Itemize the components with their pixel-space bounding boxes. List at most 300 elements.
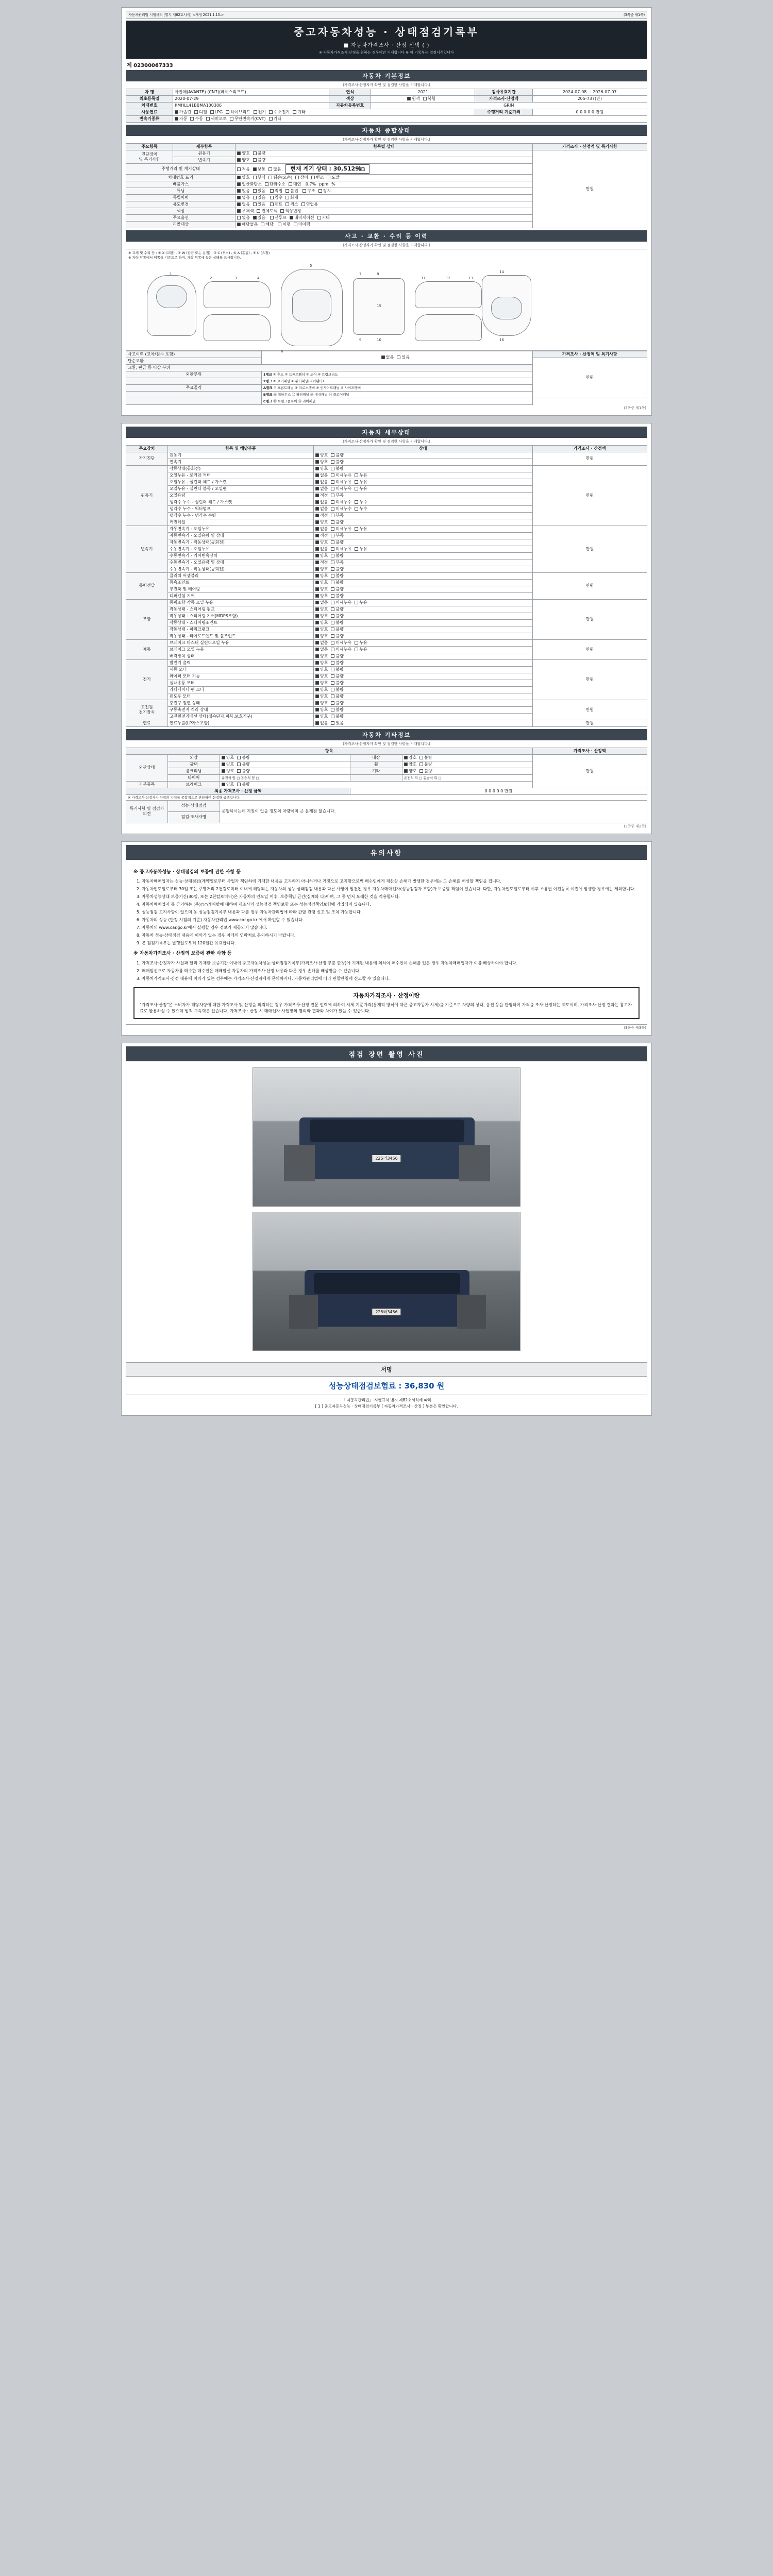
overall-item-0: 원동기	[173, 150, 235, 157]
overall-cat-0: 진단장치 및 특기사항	[126, 150, 173, 164]
overall-state-1: 양호 불량	[236, 157, 532, 164]
detail-table	[126, 445, 647, 727]
detail-item-1-2: 오일누유 - 실린더 헤드 / 가스켓	[167, 479, 313, 485]
inspection-photo-rear	[253, 1212, 520, 1351]
frame-row-2-parts: ⑦ 프론트패널 ⑧ 크로스멤버 ⑨ 인사이드패널 ⑩ 사이드멤버	[273, 385, 361, 390]
basic-info-table	[126, 89, 647, 123]
overall-row-tuning-value: 없음 있음 적법 불법 구조 장치	[236, 188, 532, 194]
list-item: 1. 자동차매매업자는 성능·상태점검(계약일로부터 사업자 책임하에 기재한 내용을 고지하지 아니하거나 거짓으로 고지함으로써 매수인에게 재산상 손해가 발생한 경우에는 그 손해를 배상할 책임을 집니다.	[142, 878, 640, 885]
detail-state-2-3[interactable]: 없음 미세누유 누유	[313, 546, 532, 552]
frame-row-1-rank: 2랭크	[263, 379, 272, 383]
detail-state-0-0[interactable]: 양호 불량	[313, 452, 532, 459]
etc-cat-basic: 기본품목	[126, 781, 168, 788]
detail-state-1-7[interactable]: 적정 부족	[313, 512, 532, 519]
detail-col-4: 가격조사 · 산정액	[532, 445, 647, 452]
etc-value-tire-front: 운전석 앞 □ 동승석 앞 □	[220, 774, 350, 781]
overall-row-mileage-label: 주행거리 및 계기상태	[126, 164, 236, 175]
detail-state-2-5[interactable]: 적정 부족	[313, 559, 532, 566]
accident-price-header: 가격조사 · 산정액 및 특기사항	[532, 351, 647, 358]
detail-price-0: 만원	[532, 452, 647, 465]
list-item: 8. 자동차 성능·상태점검 내용에 이의가 있는 경우 아래의 연락처로 문의하시기 바랍니다.	[142, 933, 640, 939]
table-row	[126, 639, 647, 646]
overall-row-vin-label: 차대번호 표기	[126, 174, 236, 181]
overall-row-history-label: 특별이력	[126, 194, 236, 201]
form-legal-strip	[126, 11, 647, 19]
detail-item-2-3: 수동변속기 - 오일누유	[167, 546, 313, 552]
detail-price-2: 만원	[532, 526, 647, 572]
section-detail-note: (가격조사·산정자가 확인 및 점검한 사항을 기재합니다.)	[126, 438, 647, 445]
list-item: 2. 자동차인도일로부터 30일 또는 주행거리 2천킬로미터 이내에 해당되는 자동차의 성능·상태점검 내용과 다른 사항이 발견된 경우 자동차매매업자(성능점검자 포함)가 보증할 책임이 있습니다. 다만, 자동차인도일로부터 이후 소유권 이전등록 이전에 발생한 경우에는 제외합니다.	[142, 886, 640, 892]
overall-row-tuning-label: 튜닝	[126, 188, 236, 194]
detail-item-1-3: 오일누유 - 실린더 블록 / 오일팬	[167, 485, 313, 492]
value-car-type: GRIM	[371, 103, 647, 109]
etc-total-note: ※ 가격조사·산정자가 차량의 가치를 종합적으로 판단하여 산정한 금액입니다.	[126, 794, 647, 800]
overall-row-emission-value: 일산화탄소 탄화수소 매연 0.7% ppm %	[236, 181, 532, 188]
page-title-note: ※ 자동차가격조사·산정을 원하는 경우에만 기재합니다 ※ 이 기록부는 법정서식입니다	[319, 50, 454, 55]
frame-row-0-key: 외판부위	[126, 371, 262, 378]
detail-item-6-2: 와이퍼 모터 기능	[167, 673, 313, 680]
list-item: 3. 자동차성능상태 보증기간(30일, 또는 2천킬로미터)은 자동차의 인도일 이후, 보증책임 근간(실제와 다)이며, 그 중 먼저 도래한 것을 적용합니다.	[142, 894, 640, 900]
detail-item-5-1: 브레이크 오일 누유	[167, 646, 313, 653]
accident-simple-label: 단순교환	[126, 358, 262, 364]
overall-col-3: 항목별 상태	[236, 144, 532, 150]
etc-value-tire-rear: 운전석 뒤 □ 동승석 뒤 □	[402, 774, 532, 781]
etc-cat-exterior: 외관상태	[126, 754, 168, 781]
document-title-bar	[126, 21, 647, 59]
diagram-side-right	[415, 281, 482, 308]
label-gear: 변속기종류	[126, 116, 173, 123]
detail-state-1-2[interactable]: 없음 미세누유 누유	[313, 479, 532, 485]
detail-item-1-7: 냉각수 누수 - 냉각수 수량	[167, 512, 313, 519]
overall-row-usage-label: 용도변경	[126, 201, 236, 208]
detail-item-1-6: 냉각수 누수 - 워터펌프	[167, 505, 313, 512]
detail-price-6: 만원	[532, 659, 647, 700]
etc-table	[126, 748, 647, 823]
mileage-current: 현재 계기 상태 : 30,5129㎞	[285, 164, 369, 174]
table-row	[126, 452, 647, 459]
page-3	[121, 841, 652, 1036]
diagram-top-cabin	[292, 290, 331, 321]
frame-row-1-parts: ⑤ 로커패널 ⑥ 쿼터패널(리어휀더)	[273, 379, 324, 383]
detail-item-1-8: 커먼레일	[167, 519, 313, 526]
car-damage-diagram	[126, 261, 647, 351]
value-mileage-price: 0 0 0 0 0 만원	[532, 109, 647, 116]
detail-state-4-1[interactable]: 양호 불량	[313, 606, 532, 613]
accident-history-label: 사고이력 (교차/침수 포함)	[126, 351, 262, 358]
diagram-num-15: 15	[377, 303, 381, 308]
detail-item-3-1: 등속조인트	[167, 579, 313, 586]
detail-group-4: 조향	[126, 599, 168, 639]
detail-item-3-3: 디퍼렌셜 기어	[167, 592, 313, 599]
etc-special-sub-1: 성능·상태점검	[167, 800, 220, 811]
notice-box-text: "가격조사·산정"은 소비자가 해당차량에 대한 가격조사 및 산정을 의뢰하는 경우 가격조사·산정 전문 인력에 의하여 시세 기준가격(통계적 방식에 따른 중고자동차 시세)을 기준으로 차량의 상태, 옵션 등을 반영하여 가격을 조사·산정하는 제도이며, 가격조사·산정 결과는 참고자료로 활용하실 수 있으며 법적 구속력은 없습니다. 가격조사 · 산정 시 매매업자 사업장의 명의와 결과와 차이가 있을 수 있습니다.	[140, 1003, 632, 1014]
accident-summary-table	[126, 351, 647, 405]
detail-item-1-4: 오일유량	[167, 492, 313, 499]
detail-item-5-0: 브레이크 마스터 실린더오일 누유	[167, 639, 313, 646]
detail-state-3-1[interactable]: 양호 불량	[313, 579, 532, 586]
diagram-num-4: 4	[257, 276, 260, 280]
detail-state-1-0[interactable]: 양호 불량	[313, 465, 532, 472]
detail-state-4-2[interactable]: 양호 불량	[313, 613, 532, 619]
label-car-type: 자동차등록번호	[329, 103, 371, 109]
signature-bar: 서명	[126, 1363, 647, 1377]
detail-item-1-5: 냉각수 누수 - 실린더 헤드 / 가스켓	[167, 499, 313, 505]
value-inspection: 2024-07-08 ~ 2026-07-07	[532, 89, 647, 96]
detail-group-5: 제동	[126, 639, 168, 659]
footnote-line-1: 「 자동차관리법」 시행규칙 별지 제82호서식에 따라	[341, 1398, 432, 1403]
etc-item-brake: 브레이크	[167, 781, 220, 788]
detail-group-7: 고전원 전기장치	[126, 700, 168, 720]
list-item: 5. 성능점검 고지사항이 없으며 동 성능점검기록부 내용과 다를 경우 자동차관리법에 따라 관할 관청 신고 및 조치 가능합니다.	[142, 909, 640, 916]
notice-title-2: ※ 자동차가격조사 · 산정의 보증에 관한 사항 등	[133, 951, 232, 957]
detail-state-6-4[interactable]: 양호 불량	[313, 686, 532, 693]
document-footnote	[126, 1395, 647, 1411]
list-item: 3. 자동차가격조사·산정 내용에 이의가 있는 경우에는 가격조사·산정자에게 문의하거나, 자동차관리법에 따라 관할관청에 신고할 수 있습니다.	[142, 976, 640, 982]
detail-item-3-2: 추진축 및 베어링	[167, 586, 313, 592]
footnote-line-2: [ 1 ] 중고자동차성능 · 상태점검기록부 [ 자동차가격조사 · 산정 ] 부분은 확인합니다.	[315, 1403, 458, 1409]
detail-item-4-2: 작동상태 - 스티어링 기어(MDPS포함)	[167, 613, 313, 619]
detail-state-6-0[interactable]: 양호 불량	[313, 659, 532, 666]
etc-value-brake: 양호 불량	[220, 781, 532, 788]
label-vin: 차대번호	[126, 103, 173, 109]
diagram-side-right-2	[415, 314, 482, 341]
detail-state-1-5[interactable]: 없음 미세누수 누수	[313, 499, 532, 505]
detail-group-0: 자기진단	[126, 452, 168, 465]
notice-body	[126, 860, 647, 1025]
diagram-front-window	[156, 285, 187, 308]
detail-group-6: 전기	[126, 659, 168, 700]
frame-label: 교환, 판금 등 이상 부위	[126, 364, 533, 371]
diagram-num-8: 8	[377, 272, 379, 276]
photo-header: 점검 장면 촬영 사진	[126, 1046, 647, 1061]
detail-state-7-1[interactable]: 양호 불량	[313, 706, 532, 713]
detail-item-6-4: 라디에이터 팬 모터	[167, 686, 313, 693]
detail-item-0-1: 변속기	[167, 459, 313, 465]
overall-row-option-label: 주요옵션	[126, 214, 236, 221]
etc-special-label: 특기사항 및 점검자의견	[126, 800, 168, 823]
label-model: 차 명	[126, 89, 173, 96]
detail-state-6-3[interactable]: 양호 불량	[313, 680, 532, 686]
frame-row-4-parts: ⑮ 트렁크플로어 ⑯ 리어패널	[273, 399, 316, 403]
detail-state-6-5[interactable]: 양호 불량	[313, 693, 532, 700]
detail-state-2-6[interactable]: 양호 불량	[313, 566, 532, 572]
detail-state-1-4[interactable]: 적정 부족	[313, 492, 532, 499]
label-first-reg: 최초등록일	[126, 96, 173, 103]
etc-item-tire-2	[350, 774, 402, 781]
detail-item-4-0: 동력조향 작동 오일 누유	[167, 599, 313, 606]
frame-row-2-val	[261, 384, 532, 391]
notice-box-title: 자동차가격조사 · 산정이란	[353, 992, 420, 999]
diagram-num-13: 13	[468, 276, 473, 280]
section-overall-note: (가격조사·산정자가 확인 및 점검한 사항을 기재합니다.)	[126, 136, 647, 143]
detail-state-5-2[interactable]: 양호 불량	[313, 653, 532, 659]
detail-item-3-0: 클러치 어셈블리	[167, 572, 313, 579]
detail-item-6-5: 윈도우 모터	[167, 693, 313, 700]
section-basic-info-header: 자동차 기본정보	[126, 70, 647, 81]
accident-history-value: 없음 있음	[261, 351, 532, 364]
detail-state-6-1[interactable]: 양호 불량	[313, 666, 532, 673]
detail-price-8: 만원	[532, 720, 647, 726]
frame-row-3-val	[261, 391, 532, 398]
section-etc-header: 자동차 기타정보	[126, 729, 647, 740]
etc-value-exterior: 양호 불량	[220, 754, 350, 761]
list-item: 6. 자동차의 성능 (판정 시점의 기준) 자동차관리법 www.car.go.kr 에서 확인할 수 있습니다.	[142, 917, 640, 923]
page-3-footer-tag: (3쪽중 제3쪽)	[624, 1026, 646, 1030]
frame-row-4-rank: C랭크	[263, 399, 273, 403]
list-item: 7. 자동차의 www.car.go.kr에서 실행할 경우 정보가 제공되지 않습니다.	[142, 925, 640, 931]
section-basic-info-note: (가격조사·산정자가 확인 및 점검한 사항을 기재합니다.)	[126, 81, 647, 89]
detail-state-3-0[interactable]: 양호 불량	[313, 572, 532, 579]
overall-row-usage-value: 없음 있음 렌트 리스 영업용	[236, 201, 532, 208]
notice-header: 유의사항	[126, 845, 647, 860]
etc-item-cleaning: 룸크리닝	[167, 768, 220, 774]
diagram-num-11: 11	[421, 276, 426, 280]
etc-total-label: 최종 가격조사 · 산정 금액	[126, 788, 350, 794]
etc-value-polish: 양호 불량	[220, 761, 350, 768]
section-accident-note: (가격조사·산정자가 확인 및 점검한 사항을 기재합니다.)	[126, 242, 647, 249]
table-row	[126, 526, 647, 532]
detail-group-8: 연료	[126, 720, 168, 726]
detail-state-3-3[interactable]: 양호 불량	[313, 592, 532, 599]
overall-row-color-label: 색상	[126, 208, 236, 214]
detail-state-0-1[interactable]: 양호 불량	[313, 459, 532, 465]
detail-state-4-0[interactable]: 없음 미세누유 누유	[313, 599, 532, 606]
frame-row-0-val	[261, 371, 532, 378]
diagram-side-left-2	[204, 314, 271, 341]
detail-state-2-0[interactable]: 없음 미세누유 누유	[313, 526, 532, 532]
detail-state-4-4[interactable]: 양호 불량	[313, 626, 532, 633]
etc-special-value: 운행하시는데 지장이 없을 정도의 차량이며 큰 문제점 없습니다.	[220, 800, 647, 823]
form-legal-left: 자동차관리법 시행규칙 [별지 제82호서식] <개정 2021.1.15.>	[128, 13, 224, 17]
diagram-side-left	[204, 281, 271, 308]
list-item: 9. 본 점검기록부는 발행일로부터 120일간 유효합니다.	[142, 940, 640, 946]
page-4	[121, 1043, 652, 1416]
etc-item-polish: 광택	[167, 761, 220, 768]
frame-row-1-val	[261, 378, 532, 384]
etc-col-left: 항목	[126, 748, 533, 754]
detail-item-0-0: 원동기	[167, 452, 313, 459]
detail-item-7-1: 구동축전지 격리 상태	[167, 706, 313, 713]
notice-definition-box	[133, 987, 640, 1020]
overall-row-vin-value: 양호 부식 훼손(오손) 상이 변조 도말	[236, 174, 532, 181]
overall-row-color-value: 무채색 전체도색 색상변경	[236, 208, 532, 214]
detail-state-1-8[interactable]: 양호 불량	[313, 519, 532, 526]
etc-item-etc: 기타	[350, 768, 402, 774]
overall-row-option-value: 없음 있음 선루프 내비게이션 기타	[236, 214, 532, 221]
detail-col-2: 항목 및 해당부품	[167, 445, 313, 452]
frame-row-3-parts: ⑪ 휠하우스 ⑫ 필러패널 ⑬ 대쉬패널 ⑭ 플로어패널	[273, 392, 349, 397]
etc-total-value: 0 0 0 0 0 만원	[350, 788, 647, 794]
diagram-num-7: 7	[359, 272, 362, 276]
overall-col-1: 주요항목	[126, 144, 173, 150]
overall-state-0: 양호 불량	[236, 150, 532, 157]
accident-legend-2: ※ 차량 앞쪽에서 뒤쪽을 기준으로 하며, 가장 위쪽에 높은 상태를 표시합니다.	[128, 255, 241, 260]
form-legal-right: (3쪽중 제1쪽)	[624, 13, 645, 17]
overall-col-4: 가격조사 · 산정액 및 특기사항	[532, 144, 647, 150]
detail-item-2-2: 자동변속기 - 작동상태(공회전)	[167, 539, 313, 546]
frame-row-2-key: 주요골격	[126, 384, 262, 391]
detail-item-2-5: 수동변속기 - 오일유량 및 상태	[167, 559, 313, 566]
label-inspection: 검사유효기간	[475, 89, 532, 96]
diagram-num-9: 9	[359, 337, 362, 342]
overall-row-recall-value: 해당없음 해당 이행 미이행	[236, 221, 532, 228]
detail-item-6-3: 실내송풍 모터	[167, 680, 313, 686]
fuel-options: 가솔린 디젤 LPG 하이브리드 전기 수소전기 기타	[173, 109, 475, 116]
detail-item-8-0: 연료누출(LP가스포함)	[167, 720, 313, 726]
etc-col-right: 가격조사 · 산정액	[532, 748, 647, 754]
diagram-num-12: 12	[446, 276, 450, 280]
detail-group-3: 동력전달	[126, 572, 168, 599]
label-price: 가격조사·산정액	[475, 96, 532, 103]
detail-group-1: 원동기	[126, 465, 168, 526]
etc-item-exterior: 외장	[167, 754, 220, 761]
notice-list-1	[142, 878, 640, 946]
overall-col-2: 세부항목	[173, 144, 235, 150]
detail-item-4-4: 작동상태 - 파워크랭크	[167, 626, 313, 633]
detail-item-4-5: 작동상태 - 타이로드엔드 및 볼조인트	[167, 633, 313, 639]
frame-row-3-key	[126, 391, 262, 398]
value-first-reg: 2020-07-29	[173, 96, 329, 103]
overall-row-history-value: 없음 있음 침수 화재	[236, 194, 532, 201]
detail-price-1: 만원	[532, 465, 647, 526]
diagram-num-2: 2	[210, 276, 212, 280]
diagram-num-3: 3	[234, 276, 237, 280]
table-row	[126, 700, 647, 706]
etc-price: 만원	[532, 754, 647, 788]
etc-value-etc: 양호 불량	[402, 768, 532, 774]
section-detail-header: 자동차 세부상태	[126, 427, 647, 438]
detail-state-5-0[interactable]: 없음 미세누유 누유	[313, 639, 532, 646]
detail-item-6-0: 발전기 출력	[167, 659, 313, 666]
etc-item-interior: 내장	[350, 754, 402, 761]
etc-item-tire: 타이어	[167, 774, 220, 781]
detail-state-4-5[interactable]: 양호 불량	[313, 633, 532, 639]
label-fuel: 사용연료	[126, 109, 173, 116]
table-row	[126, 720, 647, 726]
overall-row-recall-label: 리콜대상	[126, 221, 236, 228]
photo-body	[126, 1061, 647, 1363]
diagram-num-1: 1	[170, 272, 172, 276]
table-row	[126, 572, 647, 579]
detail-item-7-2: 고전원전기배선 상태(접속단자,피복,보호기구)	[167, 713, 313, 720]
label-year: 연식	[329, 89, 371, 96]
detail-item-6-1: 시동 모터	[167, 666, 313, 673]
detail-state-5-1[interactable]: 없음 미세누유 누유	[313, 646, 532, 653]
frame-row-4-val	[261, 398, 532, 404]
detail-state-2-1[interactable]: 적정 부족	[313, 532, 532, 539]
diagram-num-5: 5	[310, 263, 312, 268]
frame-row-0-parts: ① 후드 ② 프론트휀더 ③ 도어 ④ 트렁크리드	[273, 372, 338, 377]
detail-price-5: 만원	[532, 639, 647, 659]
detail-col-1: 주요장치	[126, 445, 168, 452]
section-etc-note: (가격조사·산정자가 확인 및 점검한 사항을 기재합니다.)	[126, 740, 647, 748]
accident-legend-1: ※ 교체 및 수리 등 : ① X (교환) , ② W (판금 또는 용접) , ③ C (부식) , ④ A (흠집) , ⑤ U (요철)	[128, 250, 270, 255]
insurance-fee: 성능상태점검보험료 : 36,830 원	[126, 1377, 647, 1395]
overall-table	[126, 143, 647, 228]
detail-item-2-6: 수동변속기 - 작동상태(공회전)	[167, 566, 313, 572]
value-model: 아반떼(AVANTE) (CN7)(페이스리프트)	[173, 89, 329, 96]
diagram-num-16: 16	[499, 337, 504, 342]
detail-state-2-4[interactable]: 양호 불량	[313, 552, 532, 559]
page-title: 중고자동차성능 · 상태점검기록부	[293, 26, 479, 38]
frame-row-3-rank: B랭크	[263, 392, 273, 397]
etc-value-interior: 양호 불량	[402, 754, 532, 761]
etc-value-wheel: 양호 불량	[402, 761, 532, 768]
detail-item-7-0: 충전구 절연 상태	[167, 700, 313, 706]
detail-state-7-0[interactable]: 양호 불량	[313, 700, 532, 706]
label-mileage-price: 주행거리 기준가격	[475, 109, 532, 116]
value-color: 원색 복합	[371, 96, 475, 103]
frame-row-0-rank: 1랭크	[263, 372, 272, 377]
detail-group-2: 변속기	[126, 526, 168, 572]
detail-price-7: 만원	[532, 700, 647, 720]
table-row	[126, 465, 647, 472]
section-accident-header: 사고 · 교환 · 수리 등 이력	[126, 230, 647, 242]
page-1-footer-tag: (3쪽중 제1쪽)	[624, 405, 646, 410]
detail-state-2-2[interactable]: 양호 불량	[313, 539, 532, 546]
frame-row-1-key	[126, 378, 262, 384]
page-2	[121, 423, 652, 834]
detail-item-2-4: 수동변속기 - 기어변속장치	[167, 552, 313, 559]
overall-item-1: 변속기	[173, 157, 235, 164]
page-2-footer-tag: (3쪽중 제2쪽)	[624, 824, 646, 828]
detail-item-2-1: 자동변속기 - 오일유량 및 상태	[167, 532, 313, 539]
detail-state-6-2[interactable]: 양호 불량	[313, 673, 532, 680]
photo-plate-rear: 225러3456	[372, 1308, 401, 1316]
detail-item-4-3: 작동상태 - 스티어링조인트	[167, 619, 313, 626]
gear-options: 자동 수동 세미오토 무단변속기(CVT) 기타	[173, 116, 647, 123]
list-item: 4. 자동차매매업자 등 근거하는 (주)○○캐피탈에 대하여 제조사의 성능점검 책임보험 또는 성능점검책임보험에 가입되어 있습니다.	[142, 902, 640, 908]
inspection-photo-front	[253, 1067, 520, 1207]
detail-state-1-6[interactable]: 없음 미세누수 누수	[313, 505, 532, 512]
table-row	[126, 599, 647, 606]
detail-state-4-3[interactable]: 양호 불량	[313, 619, 532, 626]
overall-row-mileage-value: 적음 보통 많음 현재 계기 상태 : 30,5129㎞	[236, 164, 532, 175]
detail-item-5-2: 배력장치 상태	[167, 653, 313, 659]
etc-value-cleaning: 양호 불량	[220, 768, 350, 774]
diagram-num-6: 6	[281, 349, 283, 353]
value-year: 2021	[371, 89, 475, 96]
detail-item-4-1: 작동상태 - 스티어링 펌프	[167, 606, 313, 613]
detail-state-1-3[interactable]: 없음 미세누유 누유	[313, 485, 532, 492]
page-subtitle: ■ 자동차가격조사 · 산정 선택 ( )	[343, 43, 430, 48]
list-item: 2. 매매알선으로 자동차를 매수한 매수인은 매매알선 자동차의 가격조사·산정 내용과 다른 경우 손해를 배상받을 수 있습니다.	[142, 968, 640, 974]
frame-row-2-rank: A랭크	[263, 385, 273, 390]
detail-state-8-0[interactable]: 없음 있음	[313, 720, 532, 726]
detail-item-2-0: 자동변속기 - 오일누유	[167, 526, 313, 532]
value-price: 205-737(만)	[532, 96, 647, 103]
etc-item-wheel: 휠	[350, 761, 402, 768]
detail-item-1-0: 작동상태(공회전)	[167, 465, 313, 472]
etc-special-sub-2: 점검·조사자명	[167, 811, 220, 823]
detail-state-1-1[interactable]: 없음 미세누유 누유	[313, 472, 532, 479]
detail-state-7-2[interactable]: 양호 불량	[313, 713, 532, 720]
diagram-num-14: 14	[499, 269, 504, 274]
overall-row-emission-label: 배출가스	[126, 181, 236, 188]
notice-title-1: ※ 중고자동차성능 · 상태점검의 보증에 관한 사항 등	[133, 869, 241, 875]
diagram-num-10: 10	[377, 337, 381, 342]
label-color: 색상	[329, 96, 371, 103]
notice-list-2	[142, 960, 640, 982]
frame-row-4-key	[126, 398, 262, 404]
page-1	[121, 7, 652, 416]
diagram-rear-window	[491, 297, 522, 319]
detail-item-1-1: 오일누유 - 로커암 커버	[167, 472, 313, 479]
list-item: 1. 가격조사·산정자가 사실과 달리 기재한 보증기간 이내에 중고자동차성능·상태점검기록부(가격조사·산정 부분 한정)에 기재된 내용에 의하여 매수인이 손해를 입은 경우 자동차매매업자가 이를 배상하여야 합니다.	[142, 960, 640, 967]
detail-state-3-2[interactable]: 양호 불량	[313, 586, 532, 592]
overall-price: 만원	[532, 150, 647, 228]
value-vin: KMHLL41BBMA100306	[173, 103, 329, 109]
